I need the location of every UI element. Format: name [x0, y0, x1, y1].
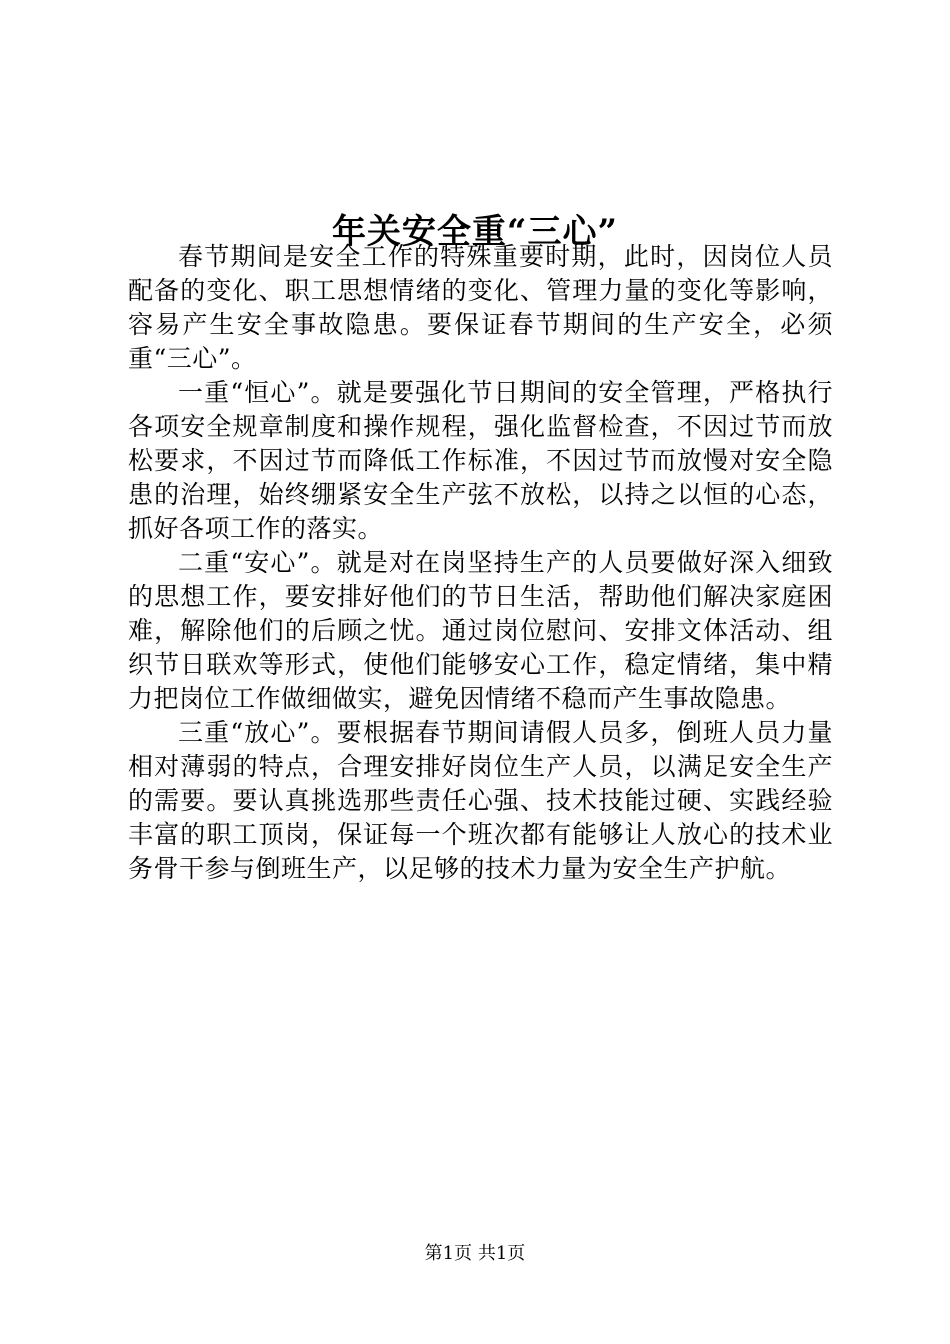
paragraph-perseverance: 一重“恒心”。就是要强化节日期间的安全管理，严格执行各项安全规章制度和操作规程，强化监督检查，不因过节而放松要求，不因过节而降低工作标准，不因过节而放慢对安全隐患的治理，始终绷紧安全生产弦不放松，以持之以恒的心态，抓好各项工作的落实。 [128, 378, 833, 543]
document-body [128, 240, 833, 886]
page-footer: 第1页 共1页 [424, 1243, 526, 1264]
paragraph-assurance: 三重“放心”。要根据春节期间请假人员多，倒班人员力量相对薄弱的特点，合理安排好岗位生产人员，以满足安全生产的需要。要认真挑选那些责任心强、技术技能过硬、实践经验丰富的职工顶岗，保证每一个班次都有能够让人放心的技术业务骨干参与倒班生产，以足够的技术力量为安全生产护航。 [128, 718, 833, 883]
paragraph-intro: 春节期间是安全工作的特殊重要时期，此时，因岗位人员配备的变化、职工思想情绪的变化、管理力量的变化等影响，容易产生安全事故隐患。要保证春节期间的生产安全，必须重“三心”。 [128, 242, 833, 373]
paragraph-peace-of-mind: 二重“安心”。就是对在岗坚持生产的人员要做好深入细致的思想工作，要安排好他们的节日生活，帮助他们解决家庭困难，解除他们的后顾之忧。通过岗位慰问、安排文体活动、组织节日联欢等形式，使他们能够安心工作，稳定情绪，集中精力把岗位工作做细做实，避免因情绪不稳而产生事故隐患。 [128, 548, 833, 713]
document-title: 年关安全重“三心” [331, 211, 619, 252]
